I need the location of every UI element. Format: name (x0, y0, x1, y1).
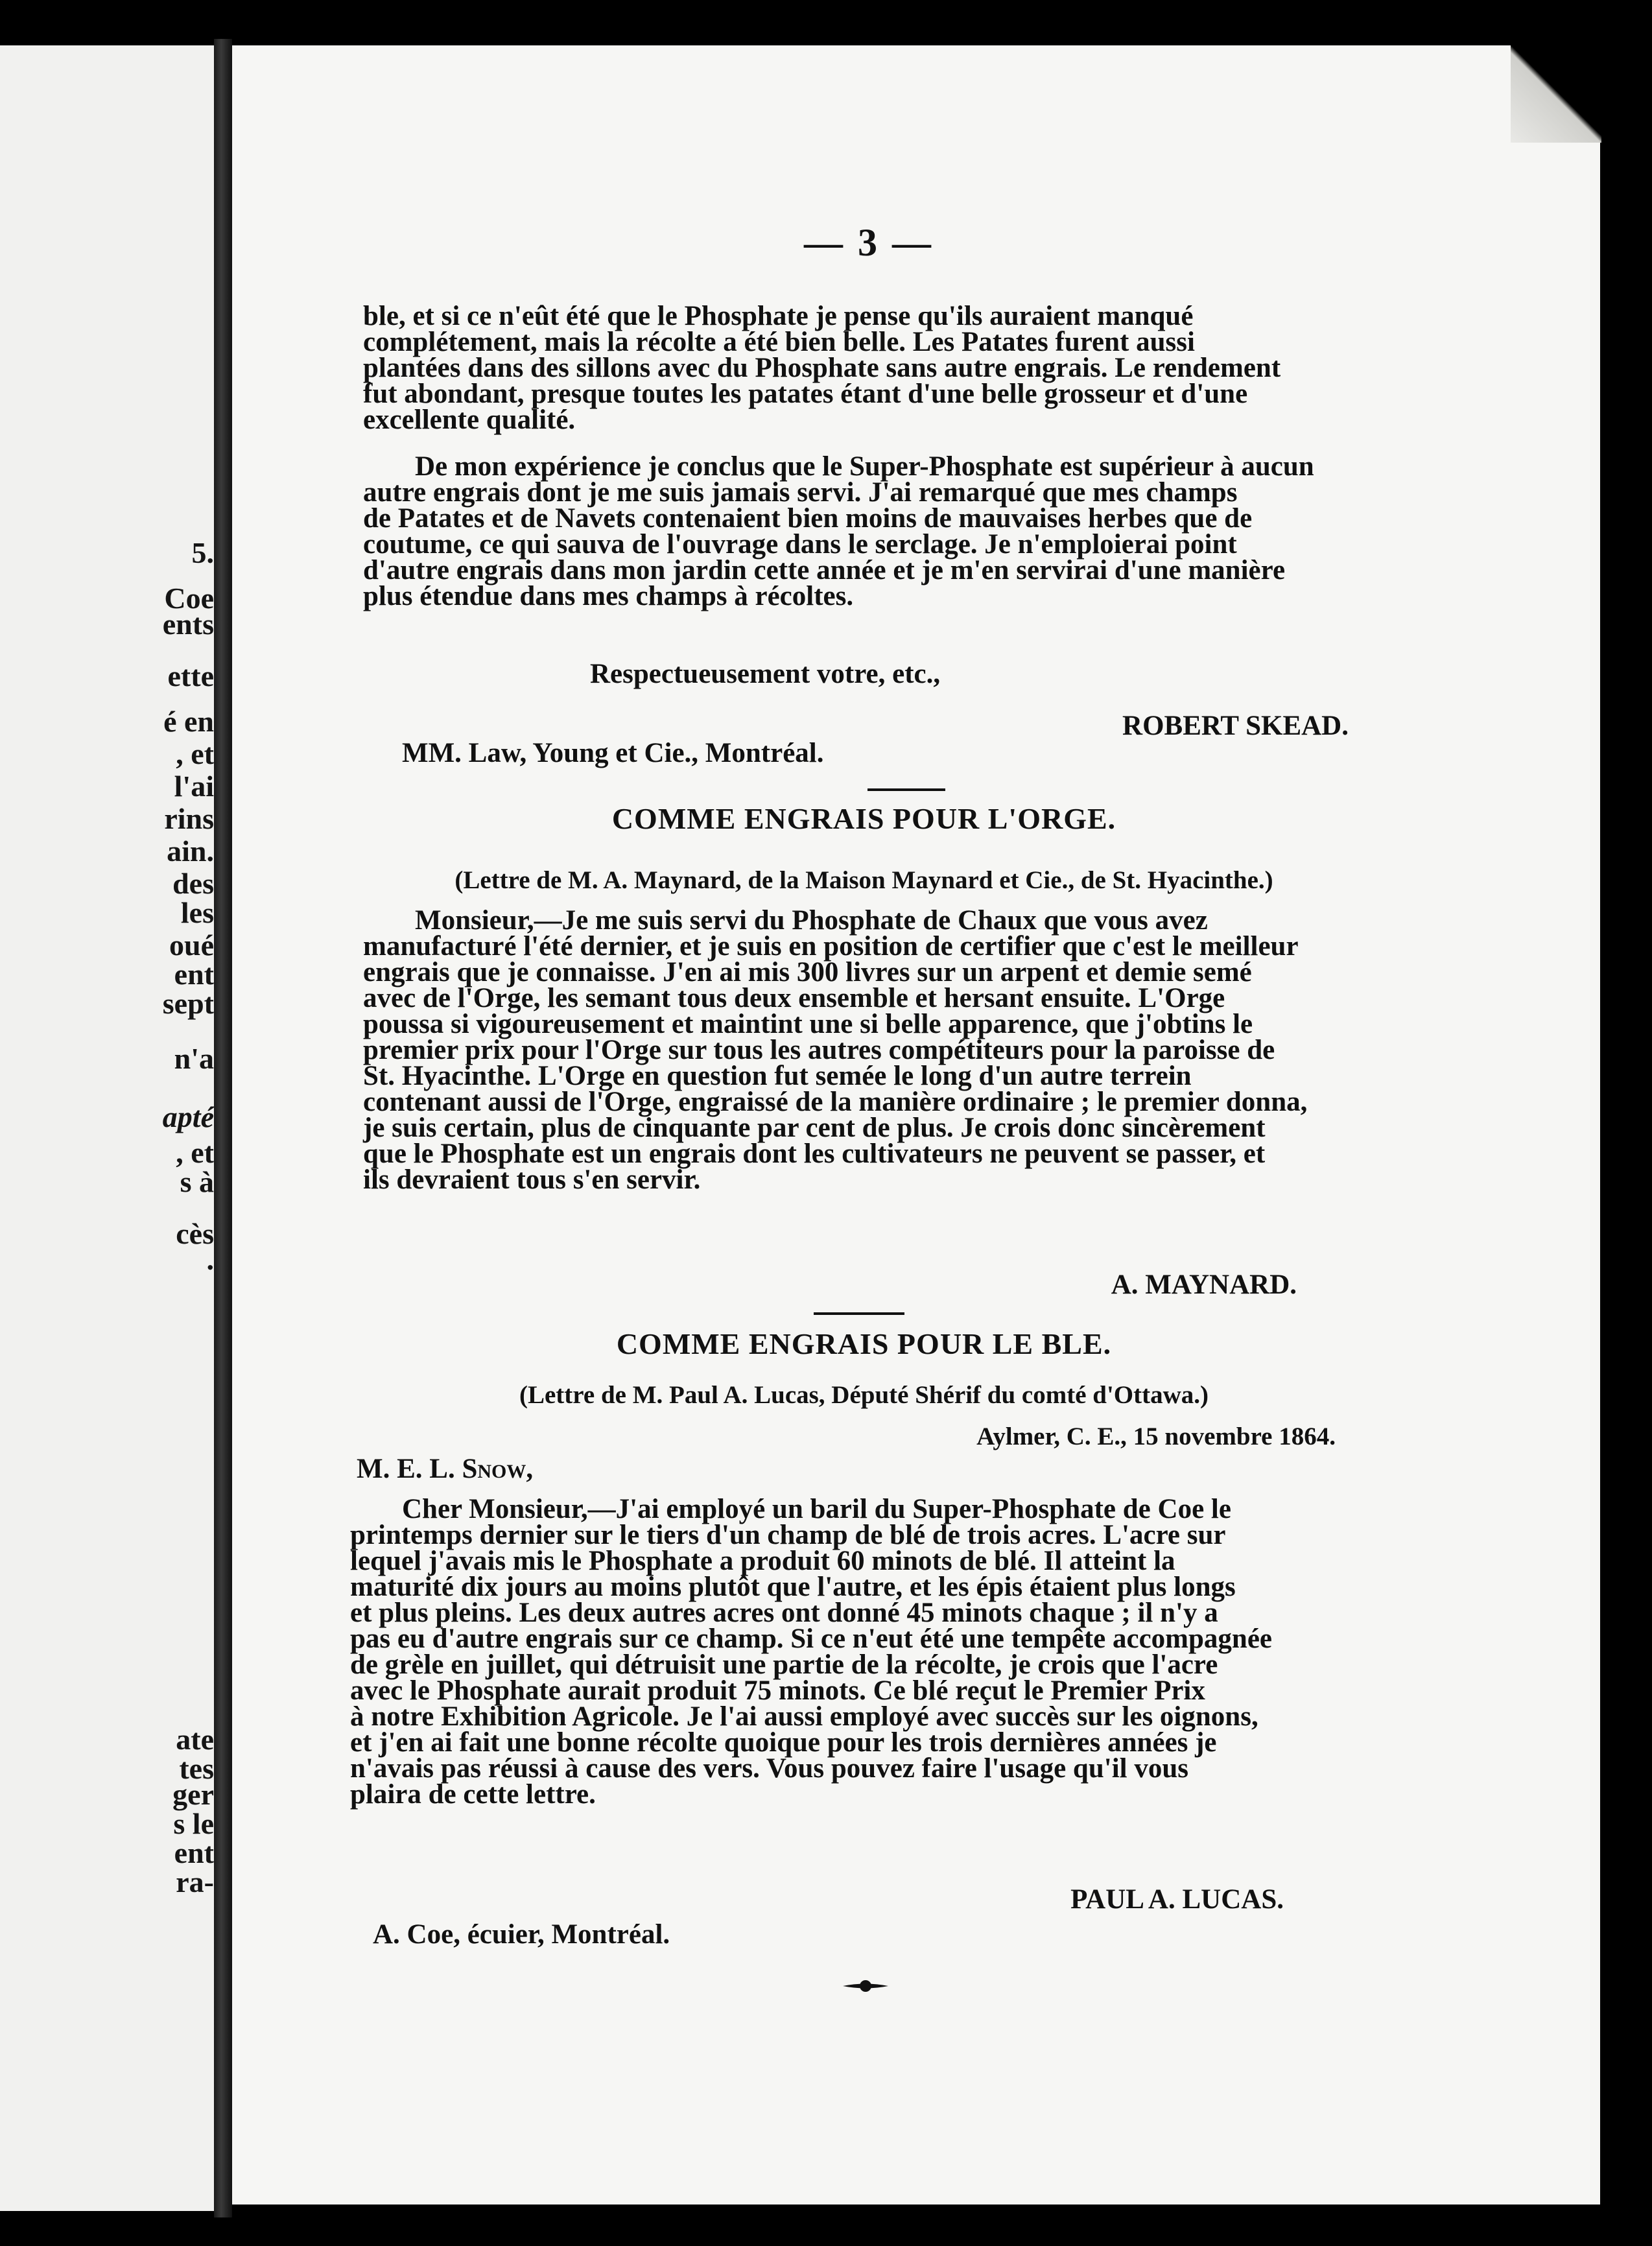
facing-page-fragment: , et (176, 1136, 214, 1169)
text-line: autre engrais dont je me suis jamais servi. J'ai remarqué que mes champs (363, 477, 1238, 508)
page-corner-fold (1511, 45, 1601, 143)
text-line: que le Phosphate est un engrais dont les cultivateurs ne peuvent se passer, et (363, 1139, 1266, 1169)
facing-page-fragment: , et (176, 737, 214, 770)
text-line: complétement, mais la récolte a été bien belle. Les Patates furent aussi (363, 327, 1195, 357)
text-line: ils devraient tous s'en servir. (363, 1164, 701, 1195)
ble-section-subtitle: (Lettre de M. Paul A. Lucas, Député Shérif du comté d'Ottawa.) (519, 1381, 1209, 1409)
facing-page-fragment: rins (164, 802, 214, 835)
text-line: pas eu d'autre engrais sur ce champ. Si ce n'eut été une tempête accompagnée (350, 1624, 1273, 1654)
facing-page-fragment: 5. (191, 536, 214, 569)
text-line: engrais que je connaisse. J'en ai mis 300 livres sur un arpent et demie semé (363, 957, 1252, 987)
facing-page-fragment: tes (179, 1752, 214, 1785)
book-gutter (214, 39, 232, 2217)
text-line: lequel j'avais mis le Phosphate a produit 60 minots de blé. Il atteint la (350, 1546, 1175, 1576)
text-line: manufacturé l'été dernier, et je suis en position de certifier que c'est le meilleur (363, 931, 1299, 962)
text-line: plaira de cette lettre. (350, 1779, 596, 1810)
text-line: excellente qualité. (363, 405, 576, 435)
facing-page-fragment: les (180, 896, 214, 929)
text-line: Cher Monsieur,—J'ai employé un baril du Super-Phosphate de Coe le (402, 1494, 1231, 1524)
facing-page-fragment: apté (162, 1100, 214, 1133)
text-line: avec le Phosphate aurait produit 75 minots. Ce blé reçut le Premier Prix (350, 1675, 1205, 1706)
text-line: à notre Exhibition Agricole. Je l'ai aussi employé avec succès sur les oignons, (350, 1701, 1258, 1732)
ble-dateline: Aylmer, C. E., 15 novembre 1864. (976, 1423, 1336, 1450)
facing-page-fragment: é en (163, 705, 214, 738)
facing-page-fragment: ate (176, 1723, 214, 1756)
text-line: de Patates et de Navets contenaient bien moins de mauvaises herbes que de (363, 503, 1253, 534)
facing-page-fragment: cès (176, 1217, 214, 1250)
section-divider (867, 788, 945, 791)
orge-section-subtitle: (Lettre de M. A. Maynard, de la Maison Maynard et Cie., de St. Hyacinthe.) (454, 866, 1273, 894)
ble-section-title: COMME ENGRAIS POUR LE BLE. (616, 1327, 1112, 1360)
facing-page-fragment: n'a (174, 1042, 214, 1075)
text-line: contenant aussi de l'Orge, engraissé de la manière ordinaire ; le premier donna, (363, 1087, 1308, 1117)
text-line: plantées dans des sillons avec du Phosphate sans autre engrais. Le rendement (363, 353, 1281, 383)
lucas-signature: PAUL A. LUCAS. (1070, 1884, 1284, 1915)
text-line: et j'en ai fait une bonne récolte quoique pour les trois dernières années je (350, 1727, 1217, 1758)
ble-salutation: M. E. L. Snow, (357, 1454, 534, 1484)
orge-section-title: COMME ENGRAIS POUR L'ORGE. (611, 802, 1116, 835)
facing-page-fragment: oué (169, 928, 214, 962)
text-line: plus étendue dans mes champs à récoltes. (363, 581, 854, 611)
facing-page-fragment: . (206, 1243, 214, 1276)
facing-page-fragment: s le (173, 1807, 214, 1840)
facing-page-fragment: l'ai (174, 770, 214, 803)
end-ornament (843, 1978, 888, 1994)
text-line: fut abondant, presque toutes les patates étant d'une belle grosseur et d'une (363, 379, 1248, 409)
facing-page-fragment: ents (162, 608, 214, 641)
ble-letter-body (350, 1496, 1362, 1808)
facing-page-fragment: ette (167, 659, 214, 692)
facing-page-fragment: ain. (167, 834, 214, 868)
skead-paragraph-1 (363, 303, 1365, 433)
text-line: poussa si vigoureusement et maintint une si belle apparence, que j'obtins le (363, 1009, 1253, 1039)
text-line: Monsieur,—Je me suis servi du Phosphate de Chaux que vous avez (415, 905, 1208, 936)
text-line: premier prix pour l'Orge sur tous les autres compétiteurs pour la paroisse de (363, 1035, 1275, 1065)
text-line: ble, et si ce n'eût été que le Phosphate je pense qu'ils auraient manqué (363, 301, 1194, 331)
facing-page-fragment: ger (172, 1778, 214, 1811)
text-line: de grèle en juillet, qui détruisit une partie de la récolte, je crois que l'acre (350, 1649, 1218, 1680)
lucas-addressee: A. Coe, écuier, Montréal. (373, 1919, 670, 1950)
skead-closing: Respectueusement votre, etc., (590, 659, 941, 689)
facing-page-strip (0, 45, 214, 2211)
facing-page-fragment: Coe (164, 582, 214, 615)
text-line: et plus pleins. Les deux autres acres ont donné 45 minots chaque ; il n'y a (350, 1598, 1218, 1628)
facing-page-fragment: sept (162, 987, 214, 1020)
orge-letter-body (363, 905, 1365, 1195)
facing-page-fragment: des (172, 867, 214, 900)
maynard-signature: A. MAYNARD. (1111, 1270, 1297, 1300)
text-line: n'avais pas réussi à cause des vers. Vous pouvez faire l'usage qu'il vous (350, 1753, 1188, 1784)
text-line: printemps dernier sur le tiers d'un champ de blé de trois acres. L'acre sur (350, 1520, 1226, 1550)
skead-signature: ROBERT SKEAD. (1122, 711, 1349, 741)
facing-page-fragment: ra- (176, 1865, 214, 1898)
text-line: St. Hyacinthe. L'Orge en question fut semée le long d'un autre terrein (363, 1061, 1192, 1091)
facing-page-fragment: ent (174, 1836, 214, 1869)
text-line: d'autre engrais dans mon jardin cette année et je m'en servirai d'une manière (363, 555, 1286, 585)
text-line: avec de l'Orge, les semant tous deux ensemble et hersant ensuite. L'Orge (363, 983, 1225, 1013)
text-line: maturité dix jours au moins plutôt que l'autre, et les épis étaient plus longs (350, 1572, 1236, 1602)
skead-addressee: MM. Law, Young et Cie., Montréal. (402, 738, 824, 768)
text-line: coutume, ce qui sauva de l'ouvrage dans le serclage. Je n'emploierai point (363, 529, 1237, 560)
skead-paragraph-2 (363, 451, 1365, 611)
page-number: — 3 — (804, 221, 934, 264)
text-line: je suis certain, plus de cinquante par cent de plus. Je crois donc sincèrement (363, 1113, 1266, 1143)
section-divider (814, 1312, 904, 1315)
facing-page-fragment: s à (180, 1165, 214, 1198)
text-line: De mon expérience je conclus que le Super-Phosphate est supérieur à aucun (415, 451, 1314, 482)
facing-page-fragment: ent (174, 958, 214, 991)
